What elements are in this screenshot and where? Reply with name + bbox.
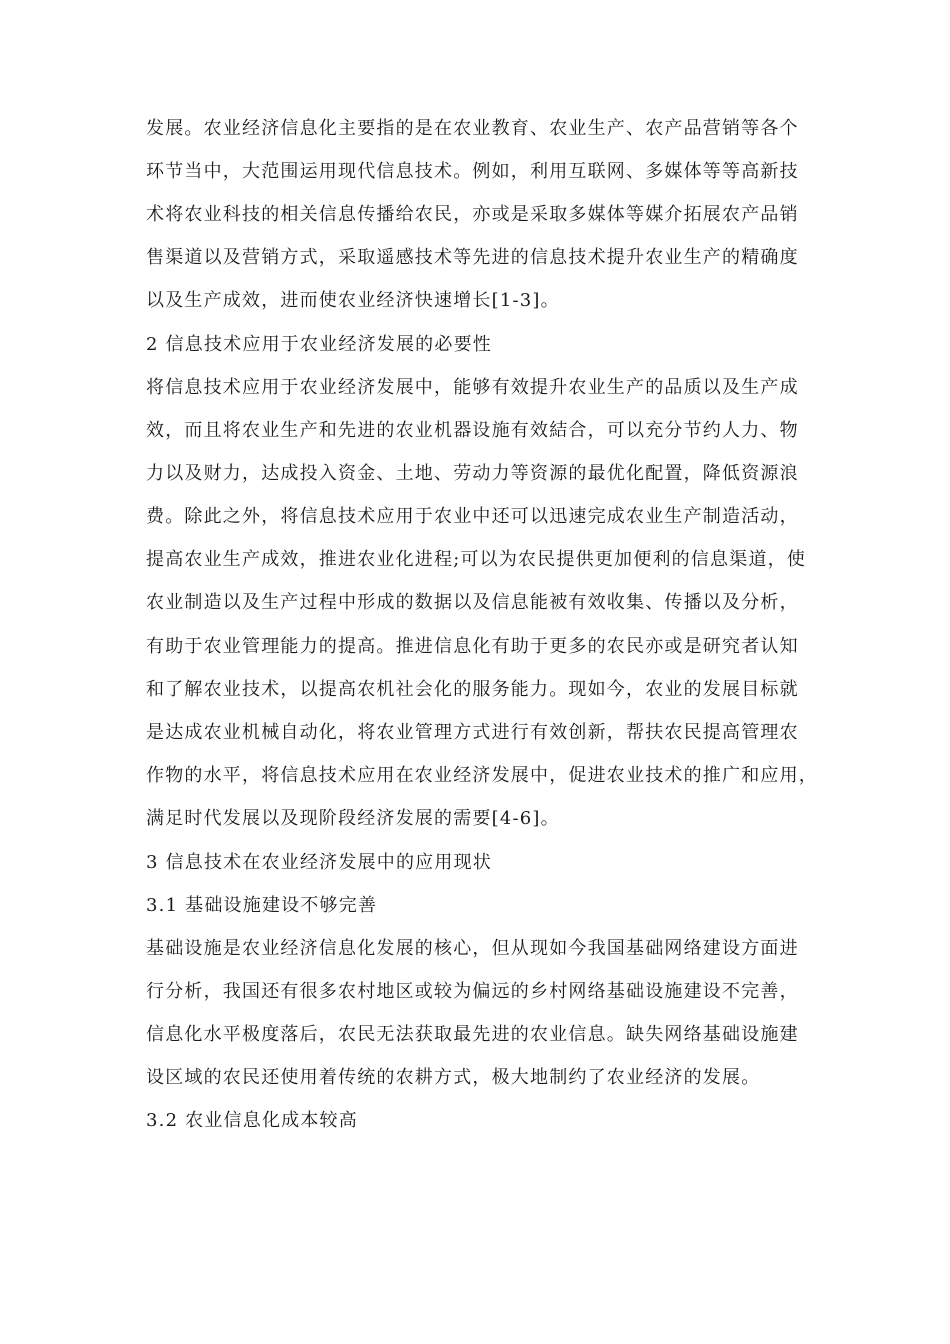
body-text-line: 基础设施是农业经济信息化发展的核心，但从现如今我国基础网络建设方面进 (146, 938, 799, 959)
body-text-line: 农业制造以及生产过程中形成的数据以及信息能被有效收集、传播以及分析， (146, 592, 799, 613)
body-text-line: 售渠道以及营销方式，采取遥感技术等先进的信息技术提升农业生产的精确度 (146, 247, 799, 268)
body-text-line: 效，而且将农业生产和先进的农业机器设施有效結合，可以充分节约人力、物 (146, 420, 799, 441)
body-text-line: 发展。农业经济信息化主要指的是在农业教育、农业生产、农产品营销等各个 (146, 118, 799, 139)
body-text-line: 以及生产成效，进而使农业经济快速增长[1-3]。 (146, 290, 560, 311)
body-text-line: 有助于农业管理能力的提高。推进信息化有助于更多的农民亦或是研究者认知 (146, 636, 799, 657)
body-text-line: 信息化水平极度落后，农民无法获取最先进的农业信息。缺失网络基础设施建 (146, 1024, 799, 1045)
body-text-line: 术将农业科技的相关信息传播给农民，亦或是采取多媒体等媒介拓展农产品销 (146, 204, 799, 225)
body-text-line: 行分析，我国还有很多农村地区或较为偏远的乡村网络基础设施建设不完善， (146, 981, 799, 1002)
body-text-line: 满足时代发展以及现阶段经济发展的需要[4-6]。 (146, 808, 560, 829)
body-text-line: 力以及财力，达成投入资金、土地、劳动力等资源的最优化配置，降低资源浪 (146, 463, 799, 484)
subsection-heading: 3.2 农业信息化成本较高 (146, 1110, 358, 1131)
body-text-line: 环节当中，大范围运用现代信息技术。例如，利用互联网、多媒体等等高新技 (146, 161, 799, 182)
body-text-line: 将信息技术应用于农业经济发展中，能够有效提升农业生产的品质以及生产成 (146, 377, 799, 398)
body-text-line: 是达成农业机械自动化，将农业管理方式进行有效创新，帮扶农民提高管理农 (146, 722, 799, 743)
body-text-line: 提高农业生产成效，推进农业化进程;可以为农民提供更加便利的信息渠道，使 (146, 549, 807, 570)
body-text-line: 作物的水平，将信息技术应用在农业经济发展中，促进农业技术的推广和应用， (146, 765, 818, 786)
section-heading: 2 信息技术应用于农业经济发展的必要性 (146, 334, 492, 355)
section-heading: 3 信息技术在农业经济发展中的应用现状 (146, 852, 492, 873)
subsection-heading: 3.1 基础设施建设不够完善 (146, 895, 378, 916)
body-text-line: 设区域的农民还使用着传统的农耕方式，极大地制约了农业经济的发展。 (146, 1067, 761, 1088)
body-text-line: 费。除此之外，将信息技术应用于农业中还可以迅速完成农业生产制造活动， (146, 506, 799, 527)
body-text-line: 和了解农业技术，以提高农机社会化的服务能力。现如今，农业的发展目标就 (146, 679, 799, 700)
